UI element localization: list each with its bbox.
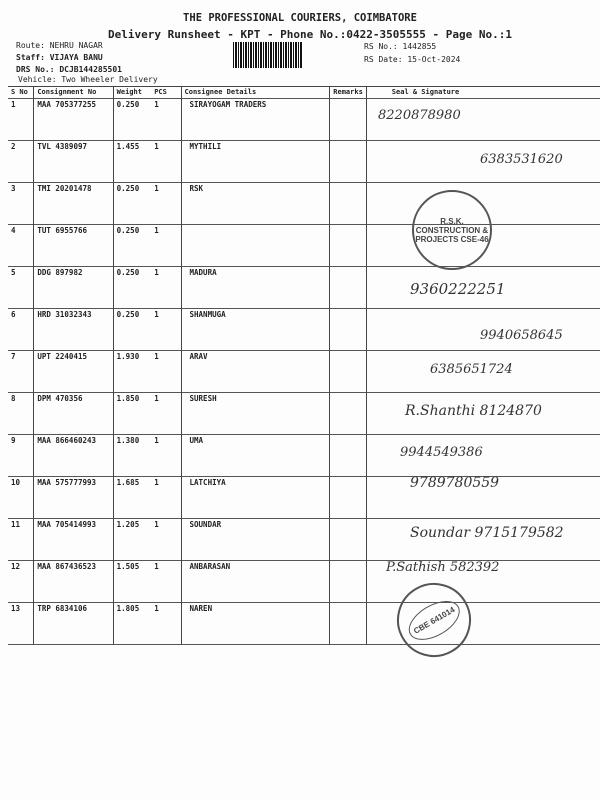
- cell-sno: 5: [8, 267, 34, 309]
- cell-wt: 0.250: [113, 309, 151, 351]
- cell-cn: TMI 20201478: [34, 183, 113, 225]
- signature-10: 9789780559: [410, 475, 500, 491]
- cell-cn: TUT 6955766: [34, 225, 113, 267]
- cell-wt: 1.685: [113, 477, 151, 519]
- cell-wt: 1.380: [113, 435, 151, 477]
- cell-cn: TRP 6834106: [34, 603, 113, 645]
- cell-empty: [330, 309, 367, 351]
- cell-wt: 1.455: [113, 141, 151, 183]
- cell-empty: [330, 267, 367, 309]
- cell-wt: 0.250: [113, 99, 151, 141]
- col-sno: S No: [8, 87, 34, 99]
- signature-2: 6383531620: [480, 152, 563, 167]
- cell-pcs: 1: [151, 519, 181, 561]
- col-consignment: Consignment No: [34, 87, 113, 99]
- cell-consignee: SIRAYOGAM TRADERS: [181, 99, 330, 141]
- cell-sno: 1: [8, 99, 34, 141]
- cell-cn: MAA 866460243: [34, 435, 113, 477]
- cell-sno: 4: [8, 225, 34, 267]
- cell-pcs: 1: [151, 477, 181, 519]
- table-row: [8, 99, 600, 141]
- cell-empty: [330, 99, 367, 141]
- cell-sno: 13: [8, 603, 34, 645]
- signature-7: 6385651724: [430, 362, 513, 377]
- cell-empty: [330, 183, 367, 225]
- cell-pcs: 1: [151, 225, 181, 267]
- cell-cn: DDG 897982: [34, 267, 113, 309]
- rs-no: RS No.: 1442855: [364, 42, 437, 51]
- cell-wt: 1.205: [113, 519, 151, 561]
- cell-pcs: 1: [151, 435, 181, 477]
- runsheet-subtitle: Delivery Runsheet - KPT - Phone No.:0422-3505555 - Page No.:1: [108, 28, 512, 41]
- table-row: [8, 603, 600, 645]
- cell-consignee: SOUNDAR: [181, 519, 330, 561]
- cell-pcs: 1: [151, 603, 181, 645]
- cell-wt: 1.505: [113, 561, 151, 603]
- cell-cn: MAA 867436523: [34, 561, 113, 603]
- cell-wt: 0.250: [113, 267, 151, 309]
- cell-sno: 2: [8, 141, 34, 183]
- cell-pcs: 1: [151, 393, 181, 435]
- cell-sno: 11: [8, 519, 34, 561]
- cell-consignee: SHANMUGA: [181, 309, 330, 351]
- cell-consignee: NAREN: [181, 603, 330, 645]
- vehicle: Vehicle: Two Wheeler Delivery: [18, 75, 158, 84]
- cell-pcs: 1: [151, 561, 181, 603]
- cell-wt: 1.805: [113, 603, 151, 645]
- cell-wt: 0.250: [113, 225, 151, 267]
- col-pcs: PCS: [151, 87, 181, 99]
- table-row: [8, 561, 600, 603]
- signature-1: 8220878980: [378, 108, 461, 123]
- rs-date: RS Date: 15-Oct-2024: [364, 55, 461, 64]
- cell-sno: 10: [8, 477, 34, 519]
- cell-sno: 9: [8, 435, 34, 477]
- cell-consignee: RSK: [181, 183, 330, 225]
- rsk-stamp-text: R.S.K. CONSTRUCTION & PROJECTS CSE-46: [415, 216, 489, 244]
- cell-empty: [330, 561, 367, 603]
- cell-pcs: 1: [151, 141, 181, 183]
- cell-empty: [330, 393, 367, 435]
- drs-no: DRS No.: DCJB144285501: [16, 65, 122, 74]
- cell-cn: UPT 2240415: [34, 351, 113, 393]
- cell-sno: 3: [8, 183, 34, 225]
- cell-cn: MAA 705414993: [34, 519, 113, 561]
- cell-wt: 0.250: [113, 183, 151, 225]
- cell-cn: TVL 4389097: [34, 141, 113, 183]
- cell-consignee: ARAV: [181, 351, 330, 393]
- table-row: [8, 477, 600, 519]
- signature-9: 9944549386: [400, 445, 483, 460]
- staff: Staff: VIJAYA BANU: [16, 53, 103, 62]
- cell-sno: 8: [8, 393, 34, 435]
- cell-pcs: 1: [151, 351, 181, 393]
- cell-empty: [330, 351, 367, 393]
- cell-cn: DPM 470356: [34, 393, 113, 435]
- rsk-stamp: [412, 190, 492, 270]
- cell-pcs: 1: [151, 183, 181, 225]
- table-row: [8, 435, 600, 477]
- col-remarks: Remarks: [330, 87, 367, 99]
- cell-empty: [330, 141, 367, 183]
- cell-consignee: SURESH: [181, 393, 330, 435]
- cell-pcs: 1: [151, 99, 181, 141]
- cell-consignee: ANBARASAN: [181, 561, 330, 603]
- signature-11: Soundar 9715179582: [410, 525, 564, 541]
- cell-consignee: LATCHIYA: [181, 477, 330, 519]
- naren-stamp-text: CBE 641014: [402, 593, 466, 648]
- barcode: [233, 42, 303, 68]
- cell-empty: [330, 477, 367, 519]
- col-weight: Weight: [113, 87, 151, 99]
- cell-consignee: MYTHILI: [181, 141, 330, 183]
- table-row: [8, 225, 600, 267]
- table-row: [8, 183, 600, 225]
- company-title: THE PROFESSIONAL COURIERS, COIMBATORE: [183, 12, 417, 24]
- cell-consignee: UMA: [181, 435, 330, 477]
- cell-wt: 1.850: [113, 393, 151, 435]
- cell-cn: MAA 705377255: [34, 99, 113, 141]
- cell-sno: 12: [8, 561, 34, 603]
- col-seal: Seal & Signature: [366, 87, 600, 99]
- cell-empty: [330, 519, 367, 561]
- cell-sno: 6: [8, 309, 34, 351]
- cell-consignee: [181, 225, 330, 267]
- signature-5: 9360222251: [410, 280, 506, 298]
- signature-12: P.Sathish 582392: [386, 560, 500, 575]
- cell-cn: MAA 575777993: [34, 477, 113, 519]
- signature-6: 9940658645: [480, 328, 563, 343]
- cell-empty: [330, 225, 367, 267]
- cell-empty: [330, 435, 367, 477]
- cell-consignee: MADURA: [181, 267, 330, 309]
- col-consignee: Consignee Details: [181, 87, 330, 99]
- cell-pcs: 1: [151, 309, 181, 351]
- signature-8: R.Shanthi 8124870: [405, 403, 542, 419]
- cell-pcs: 1: [151, 267, 181, 309]
- cell-wt: 1.930: [113, 351, 151, 393]
- table-row: [8, 267, 600, 309]
- cell-cn: HRD 31032343: [34, 309, 113, 351]
- cell-sno: 7: [8, 351, 34, 393]
- cell-empty: [330, 603, 367, 645]
- route: Route: NEHRU NAGAR: [16, 41, 103, 50]
